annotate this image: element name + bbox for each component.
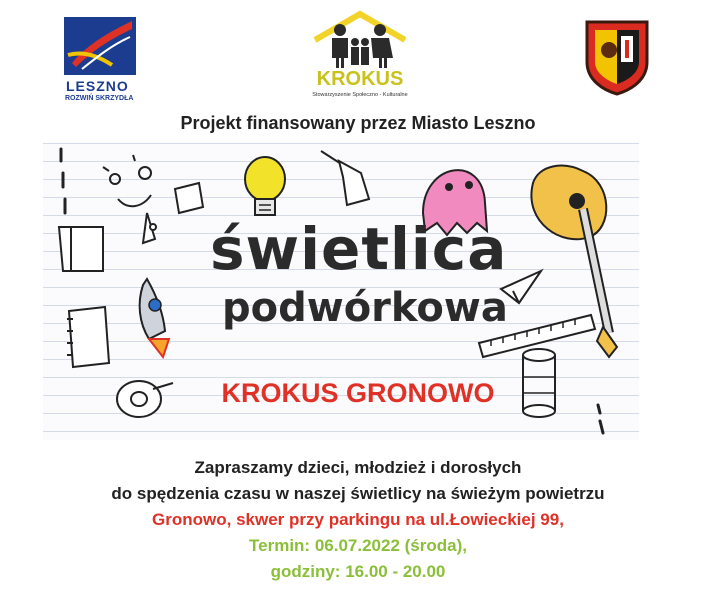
family-house-icon bbox=[305, 10, 415, 70]
lightbulb-icon bbox=[245, 157, 285, 215]
banner-title-podworkowa: podwórkowa bbox=[222, 285, 508, 331]
date-line: Termin: 06.07.2022 (środa), bbox=[249, 536, 467, 555]
invite-line-2: do spędzenia czasu w naszej świetlicy na świeżym powietrzu bbox=[111, 484, 605, 503]
face-doodle-icon bbox=[103, 155, 151, 206]
pin-icon bbox=[143, 213, 156, 243]
notebook-icon bbox=[59, 227, 103, 271]
krokus-brand: KROKUS bbox=[316, 68, 404, 90]
leszno-tagline: ROZWIŃ SKRZYDŁA bbox=[65, 95, 134, 102]
leszno-crest-icon bbox=[583, 18, 651, 96]
leszno-logo bbox=[62, 15, 140, 103]
leszno-wing-icon bbox=[62, 15, 140, 77]
hammer-icon bbox=[321, 151, 369, 205]
hours-line: godziny: 16.00 - 20.00 bbox=[270, 562, 446, 581]
location-line: Gronowo, skwer przy parkingu na ul.Łowieckiej 99, bbox=[152, 510, 564, 529]
rocket-icon bbox=[140, 279, 169, 357]
krokus-tagline: Stowarzyszenie Społeczno - Kulturalne bbox=[312, 92, 408, 98]
invite-line-1: Zapraszamy dzieci, młodzież i dorosłych bbox=[194, 458, 522, 477]
krokus-logo bbox=[305, 10, 415, 110]
event-subtitle: KROKUS GRONOWO bbox=[221, 378, 495, 408]
leszno-brand: LESZNO bbox=[66, 78, 129, 94]
planner-icon bbox=[67, 307, 109, 367]
banner-title-swietlica: świetlica bbox=[210, 215, 508, 283]
project-funding-line: Projekt finansowany przez Miasto Leszno bbox=[180, 113, 536, 133]
paper-note-icon bbox=[175, 183, 203, 213]
